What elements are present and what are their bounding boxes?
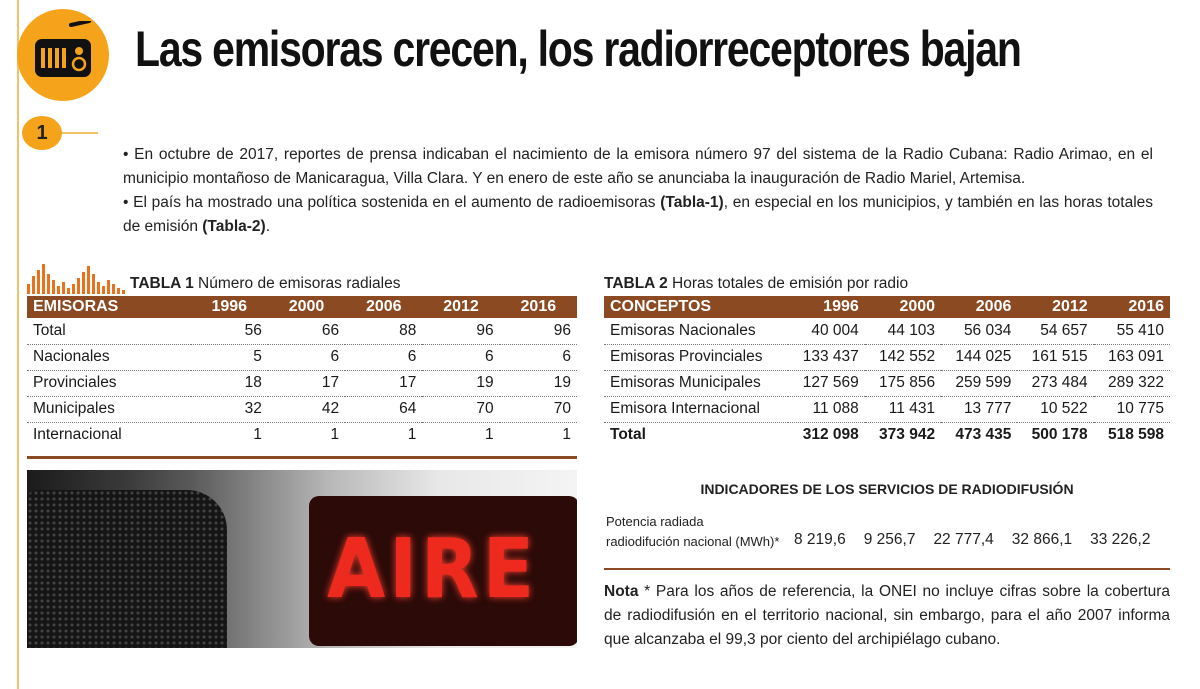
cell-value: 6: [268, 344, 345, 370]
cell-value: 473 435: [955, 426, 1012, 444]
cell-value: 1: [330, 426, 340, 444]
cell-value: 96: [422, 318, 499, 344]
indicator-value: 8 219,6: [794, 531, 846, 548]
row-label: Internacional: [33, 426, 122, 444]
cell-value: 6: [345, 344, 422, 370]
table2-caption: TABLA 2 Horas totales de emisión por radio: [604, 275, 909, 292]
cell-value: 312 098: [802, 426, 859, 444]
cell-value: 133 437: [788, 344, 864, 370]
indicator-value: 33 226,2: [1090, 531, 1151, 548]
table-row: [604, 396, 1170, 422]
cell-value: 13 777: [941, 396, 1017, 422]
row-label: Nacionales: [27, 344, 191, 370]
table-horas-emision: [604, 296, 1170, 448]
row-label: Total: [610, 426, 646, 444]
indicators-rule: [604, 568, 1170, 570]
table-row: [27, 318, 577, 344]
row-label: Emisoras Nacionales: [604, 318, 788, 344]
indicators-label: Potencia radiada radiodifución nacional (MWh)*: [606, 514, 780, 549]
table-row: [27, 396, 577, 422]
cell-value: 1: [485, 426, 494, 444]
row-label: Total: [27, 318, 191, 344]
on-air-photo: [27, 470, 577, 648]
column-header: 2016: [1094, 296, 1170, 318]
cell-value: 96: [500, 318, 577, 344]
cell-value: 11 431: [865, 396, 941, 422]
cell-value: 1: [562, 426, 571, 444]
indicator-value: 22 777,4: [933, 531, 994, 548]
cell-value: 70: [422, 396, 499, 422]
cell-value: 142 552: [865, 344, 941, 370]
column-header: 2012: [422, 296, 499, 318]
table-row: [604, 318, 1170, 344]
cell-value: 11 088: [788, 396, 864, 422]
cell-value: 56: [191, 318, 268, 344]
cell-value: 18: [191, 370, 268, 396]
cell-value: 64: [345, 396, 422, 422]
column-header: 2006: [941, 296, 1017, 318]
table-row: [27, 370, 577, 396]
table-row: [27, 422, 577, 448]
column-header: EMISORAS: [27, 296, 191, 318]
column-header: 2006: [345, 296, 422, 318]
radio-icon: [17, 9, 109, 101]
column-header: 2012: [1017, 296, 1093, 318]
cell-value: 32: [191, 396, 268, 422]
cell-value: 70: [500, 396, 577, 422]
table1-bottom-rule: [27, 456, 577, 459]
cell-value: 10 522: [1017, 396, 1093, 422]
cell-value: 66: [268, 318, 345, 344]
cell-value: 289 322: [1094, 370, 1170, 396]
cell-value: 17: [345, 370, 422, 396]
cell-value: 6: [500, 344, 577, 370]
cell-value: 42: [268, 396, 345, 422]
cell-value: 55 410: [1094, 318, 1170, 344]
cell-value: 161 515: [1017, 344, 1093, 370]
footnote: Nota * Para los años de referencia, la ONEI no incluye cifras sobre la cobertura de radiodifusión en el territorio nacional, sin embargo, para el año 2007 informa que alcanzaba el 99,3 por ciento del archipiélago cubano.: [604, 583, 1170, 648]
cell-value: 500 178: [1031, 426, 1088, 444]
cell-value: 518 598: [1107, 426, 1164, 444]
column-header: 1996: [191, 296, 268, 318]
indicator-value: 9 256,7: [863, 531, 916, 548]
cell-value: 373 942: [879, 426, 936, 444]
audio-bars-icon: [27, 262, 127, 294]
cell-value: 40 004: [788, 318, 864, 344]
row-label: Municipales: [27, 396, 191, 422]
cell-value: 10 775: [1094, 396, 1170, 422]
decorative-vertical-line: [17, 0, 19, 689]
column-header: 2000: [865, 296, 941, 318]
cell-value: 44 103: [865, 318, 941, 344]
speaker-grille: [27, 490, 227, 648]
cell-value: 127 569: [788, 370, 864, 396]
on-air-sign-text: AIRE: [327, 522, 538, 617]
cell-value: 56 034: [941, 318, 1017, 344]
cell-value: 175 856: [865, 370, 941, 396]
cell-value: 5: [191, 344, 268, 370]
cell-value: 17: [268, 370, 345, 396]
cell-value: 1: [407, 426, 417, 444]
cell-value: 19: [500, 370, 577, 396]
cell-value: 19: [422, 370, 499, 396]
section-number-badge: 1: [22, 116, 62, 150]
cell-value: 259 599: [941, 370, 1017, 396]
table-row: [604, 422, 1170, 448]
indicator-value: 32 866,1: [1011, 531, 1073, 548]
cell-value: 88: [345, 318, 422, 344]
cell-value: 54 657: [1017, 318, 1093, 344]
intro-paragraph-1: • En octubre de 2017, reportes de prensa indicaban el nacimiento de la emisora número 97 del sistema de la Radio Cubana: Radio Arimao, en el municipio montañoso de Manicaragua, Villa Clara. Y en enero de este año se anunciaba la inauguración de Radio Mariel, Artemisa.: [123, 146, 1153, 187]
column-header: 2000: [268, 296, 345, 318]
cell-value: 6: [422, 344, 499, 370]
intro-paragraph-2: • El país ha mostrado una política sostenida en el aumento de radioemisoras (Tabla-1), en especial en los municipios, y también en las horas totales de emisión (Tabla-2).: [123, 194, 1154, 235]
column-header: CONCEPTOS: [604, 296, 788, 318]
table-emisoras: [27, 296, 577, 448]
section-divider: [62, 132, 98, 134]
table-row: [27, 344, 577, 370]
cell-value: 163 091: [1094, 344, 1170, 370]
cell-value: 273 484: [1017, 370, 1093, 396]
cell-value: 1: [253, 426, 262, 444]
table-row: [604, 370, 1170, 396]
column-header: 2016: [500, 296, 577, 318]
row-label: Emisora Internacional: [604, 396, 788, 422]
indicators-title: INDICADORES DE LOS SERVICIOS DE RADIODIFUSIÓN: [700, 481, 1074, 497]
table-row: [604, 344, 1170, 370]
row-label: Emisoras Municipales: [604, 370, 788, 396]
row-label: Provinciales: [27, 370, 191, 396]
page-title: Las emisoras crecen, los radiorreceptores bajan: [135, 21, 1021, 77]
indicators-values: [794, 531, 1168, 549]
table1-caption: TABLA 1 Número de emisoras radiales: [130, 275, 401, 292]
intro-text: [123, 143, 1153, 239]
row-label: Emisoras Provinciales: [604, 344, 788, 370]
cell-value: 144 025: [941, 344, 1017, 370]
column-header: 1996: [788, 296, 864, 318]
